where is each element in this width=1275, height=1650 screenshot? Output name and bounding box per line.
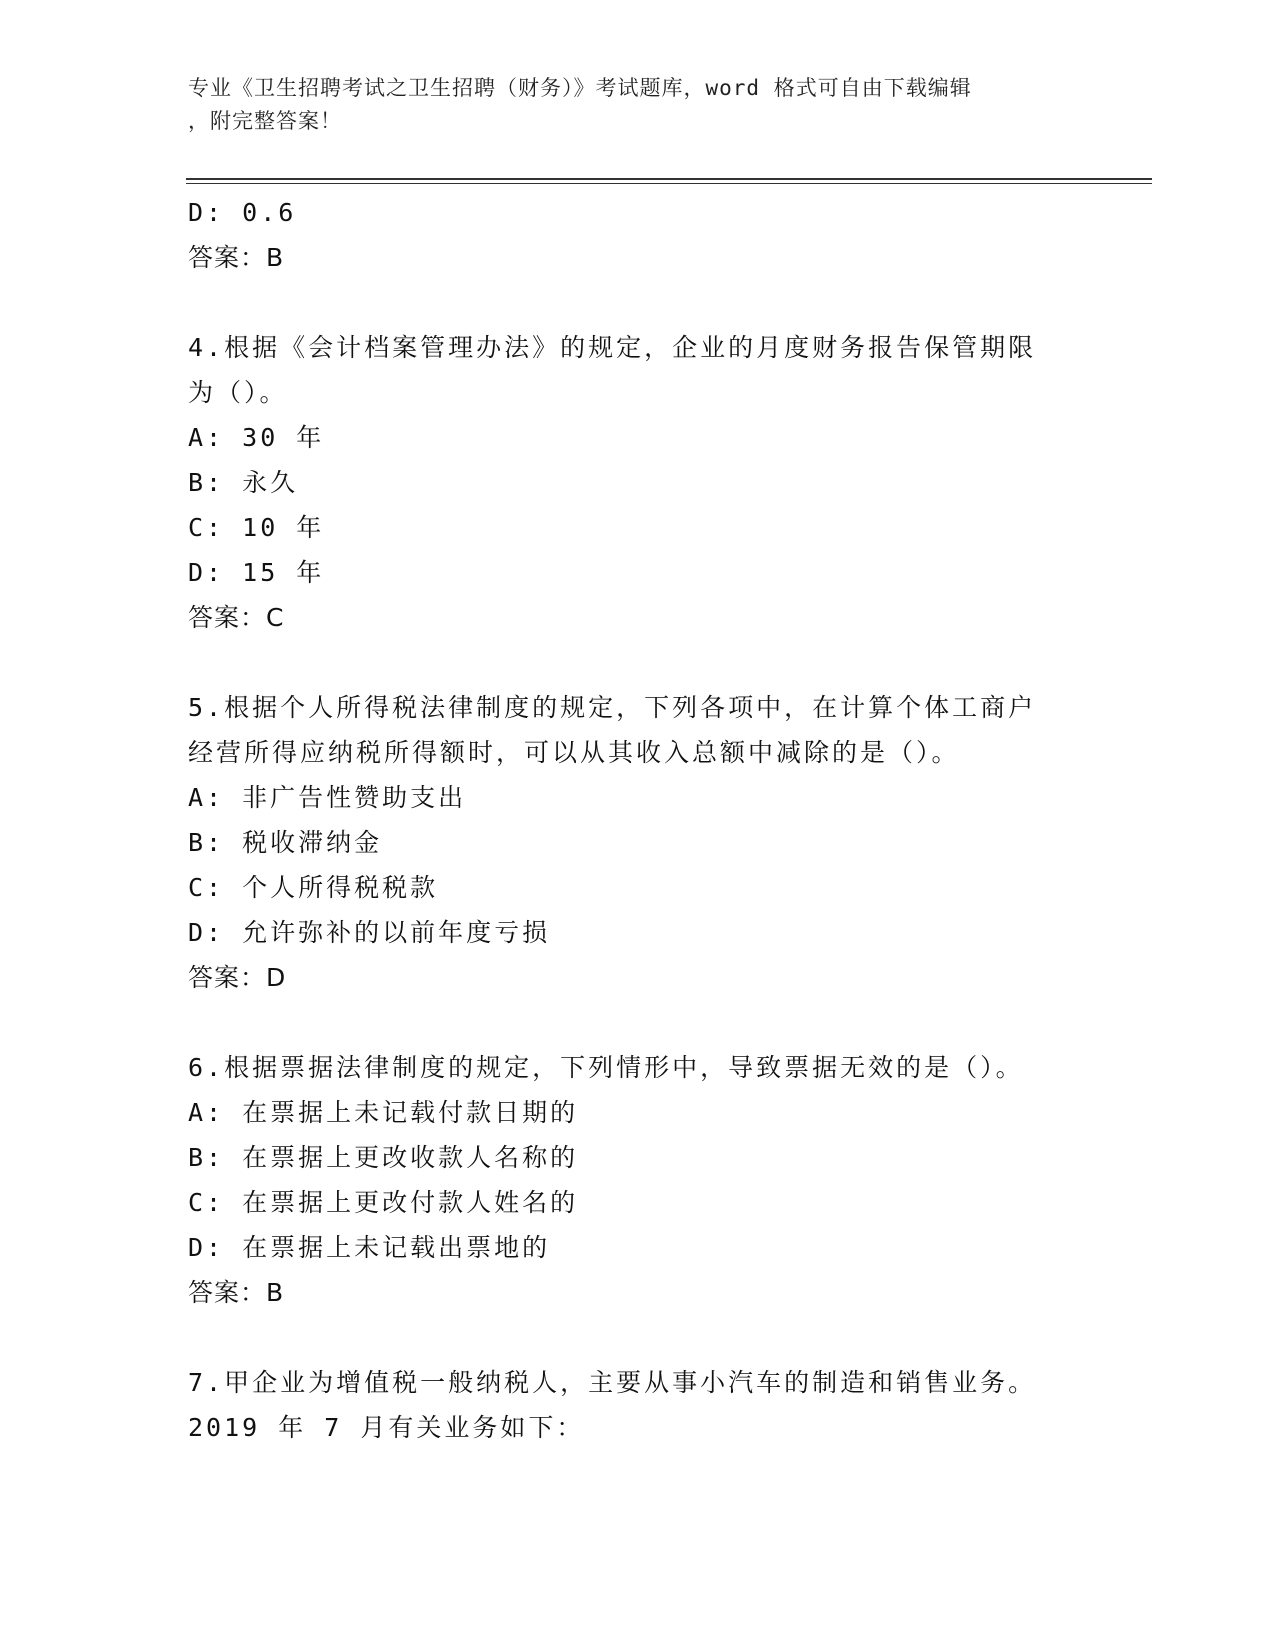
question-6 <box>188 1045 1088 1315</box>
answer-text: 答案：B <box>188 1278 285 1307</box>
option-b: B: 在票据上更改收款人名称的 <box>188 1143 579 1172</box>
spacer <box>188 640 1088 685</box>
header-divider-thick <box>186 178 1152 180</box>
option-b: B: 税收滞纳金 <box>188 828 383 857</box>
previous-question-tail <box>188 190 1088 280</box>
header-title-line-1: 专业《卫生招聘考试之卫生招聘（财务）》考试题库，word 格式可自由下载编辑 <box>188 76 972 100</box>
option-c: C: 在票据上更改付款人姓名的 <box>188 1188 579 1217</box>
option-c: C: 10 年 <box>188 513 325 542</box>
spacer <box>188 1000 1088 1045</box>
question-text-line-1: 7.甲企业为增值税一般纳税人，主要从事小汽车的制造和销售业务。 <box>188 1368 1037 1397</box>
spacer <box>188 280 1088 325</box>
question-text-line-2: 为（）。 <box>188 378 288 407</box>
question-7 <box>188 1360 1088 1450</box>
option-c: C: 个人所得税税款 <box>188 873 439 902</box>
question-list <box>188 190 1088 1450</box>
question-4 <box>188 325 1088 640</box>
option-b: B: 永久 <box>188 468 299 497</box>
answer-text: 答案：C <box>188 603 285 632</box>
option-a: A: 非广告性赞助支出 <box>188 783 467 812</box>
header-divider-thin <box>186 183 1152 184</box>
question-text-line-1: 4.根据《会计档案管理办法》的规定，企业的月度财务报告保管期限 <box>188 333 1037 362</box>
option-d: D: 允许弥补的以前年度亏损 <box>188 918 551 947</box>
option-d: D: 0.6 <box>188 198 297 227</box>
question-5 <box>188 685 1088 1000</box>
question-text-line-1: 5.根据个人所得税法律制度的规定，下列各项中，在计算个体工商户 <box>188 693 1037 722</box>
option-d: D: 在票据上未记载出票地的 <box>188 1233 551 1262</box>
answer-text: 答案：B <box>188 243 285 272</box>
option-a: A: 在票据上未记载付款日期的 <box>188 1098 579 1127</box>
spacer <box>188 1315 1088 1360</box>
answer-text: 答案：D <box>188 963 287 992</box>
question-text-line-2: 经营所得应纳税所得额时，可以从其收入总额中减除的是（）。 <box>188 738 960 767</box>
page-header <box>188 72 1088 138</box>
question-text-line-1: 6.根据票据法律制度的规定，下列情形中，导致票据无效的是（）。 <box>188 1053 1024 1082</box>
header-title-line-2: ，附完整答案！ <box>188 109 342 133</box>
option-a: A: 30 年 <box>188 423 325 452</box>
question-text-line-2: 2019 年 7 月有关业务如下： <box>188 1413 585 1442</box>
option-d: D: 15 年 <box>188 558 325 587</box>
